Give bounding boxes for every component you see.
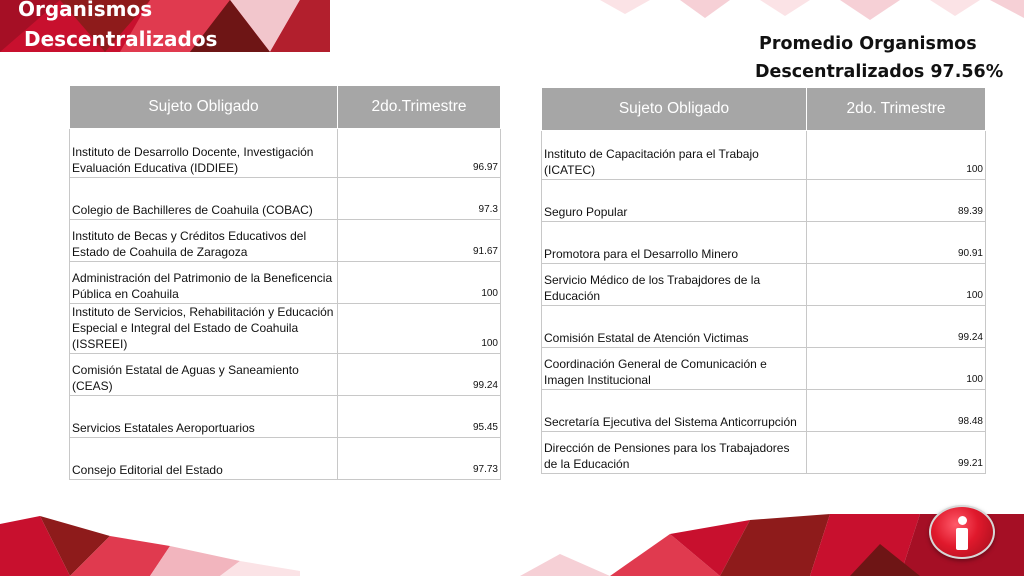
table-row bbox=[70, 304, 501, 354]
subject-cell: Instituto de Desarrollo Docente, Investigación Evaluación Educativa (IDDIEE) bbox=[70, 129, 338, 178]
subject-cell: Instituto de Servicios, Rehabilitación y Educación Especial e Integral del Estado de Coahuila (ISSREEI) bbox=[70, 304, 338, 354]
subject-cell: Dirección de Pensiones para los Trabajadores de la Educación bbox=[542, 432, 807, 474]
table-row bbox=[70, 220, 501, 262]
table-row bbox=[70, 178, 501, 220]
column-header-subject: Sujeto Obligado bbox=[542, 88, 807, 131]
top-right-pattern bbox=[600, 0, 1024, 20]
value-cell: 90.91 bbox=[807, 222, 986, 264]
subject-cell: Promotora para el Desarrollo Minero bbox=[542, 222, 807, 264]
left-table bbox=[69, 85, 501, 480]
table-row bbox=[542, 131, 986, 180]
subject-cell: Administración del Patrimonio de la Beneficencia Pública en Coahuila bbox=[70, 262, 338, 304]
value-cell: 98.48 bbox=[807, 390, 986, 432]
subject-cell: Servicio Médico de los Trabajdores de la Educación bbox=[542, 264, 807, 306]
bottom-left-pattern bbox=[0, 516, 300, 576]
table-row bbox=[70, 438, 501, 480]
table-header-row bbox=[70, 86, 501, 129]
subject-cell: Instituto de Capacitación para el Trabajo (ICATEC) bbox=[542, 131, 807, 180]
value-cell: 89.39 bbox=[807, 180, 986, 222]
subject-cell: Comisión Estatal de Atención Victimas bbox=[542, 306, 807, 348]
value-cell: 97.73 bbox=[338, 438, 501, 480]
table-row bbox=[542, 432, 986, 474]
table-row bbox=[542, 264, 986, 306]
right-table bbox=[541, 87, 986, 474]
column-header-quarter: 2do. Trimestre bbox=[807, 88, 986, 131]
column-header-quarter: 2do.Trimestre bbox=[338, 86, 501, 129]
value-cell: 100 bbox=[807, 131, 986, 180]
value-cell: 95.45 bbox=[338, 396, 501, 438]
table-row bbox=[542, 222, 986, 264]
page-title bbox=[18, 0, 217, 52]
header-banner bbox=[0, 0, 330, 52]
average-text bbox=[755, 30, 1003, 86]
value-cell: 100 bbox=[807, 264, 986, 306]
value-cell: 96.97 bbox=[338, 129, 501, 178]
subject-cell: Comisión Estatal de Aguas y Saneamiento (CEAS) bbox=[70, 354, 338, 396]
column-header-subject: Sujeto Obligado bbox=[70, 86, 338, 129]
table-row bbox=[542, 306, 986, 348]
title-line-1: Organismos bbox=[18, 0, 153, 21]
subject-cell: Instituto de Becas y Créditos Educativos del Estado de Coahuila de Zaragoza bbox=[70, 220, 338, 262]
subject-cell: Coordinación General de Comunicación e Imagen Institucional bbox=[542, 348, 807, 390]
average-line-2: Descentralizados 97.56% bbox=[755, 62, 1004, 82]
subject-cell: Secretaría Ejecutiva del Sistema Anticorrupción bbox=[542, 390, 807, 432]
info-icon bbox=[929, 505, 995, 559]
table-row bbox=[542, 348, 986, 390]
table-row bbox=[542, 180, 986, 222]
value-cell: 97.3 bbox=[338, 178, 501, 220]
table-row bbox=[70, 129, 501, 178]
table-row bbox=[70, 262, 501, 304]
value-cell: 100 bbox=[807, 348, 986, 390]
value-cell: 100 bbox=[338, 304, 501, 354]
table-row bbox=[70, 396, 501, 438]
value-cell: 99.21 bbox=[807, 432, 986, 474]
value-cell: 99.24 bbox=[807, 306, 986, 348]
value-cell: 91.67 bbox=[338, 220, 501, 262]
subject-cell: Servicios Estatales Aeroportuarios bbox=[70, 396, 338, 438]
subject-cell: Colegio de Bachilleres de Coahuila (COBAC) bbox=[70, 178, 338, 220]
table-header-row bbox=[542, 88, 986, 131]
value-cell: 100 bbox=[338, 262, 501, 304]
table-row bbox=[542, 390, 986, 432]
title-line-2: Descentralizados bbox=[24, 27, 218, 51]
subject-cell: Seguro Popular bbox=[542, 180, 807, 222]
value-cell: 99.24 bbox=[338, 354, 501, 396]
average-line-1: Promedio Organismos bbox=[759, 34, 977, 54]
subject-cell: Consejo Editorial del Estado bbox=[70, 438, 338, 480]
table-row bbox=[70, 354, 501, 396]
